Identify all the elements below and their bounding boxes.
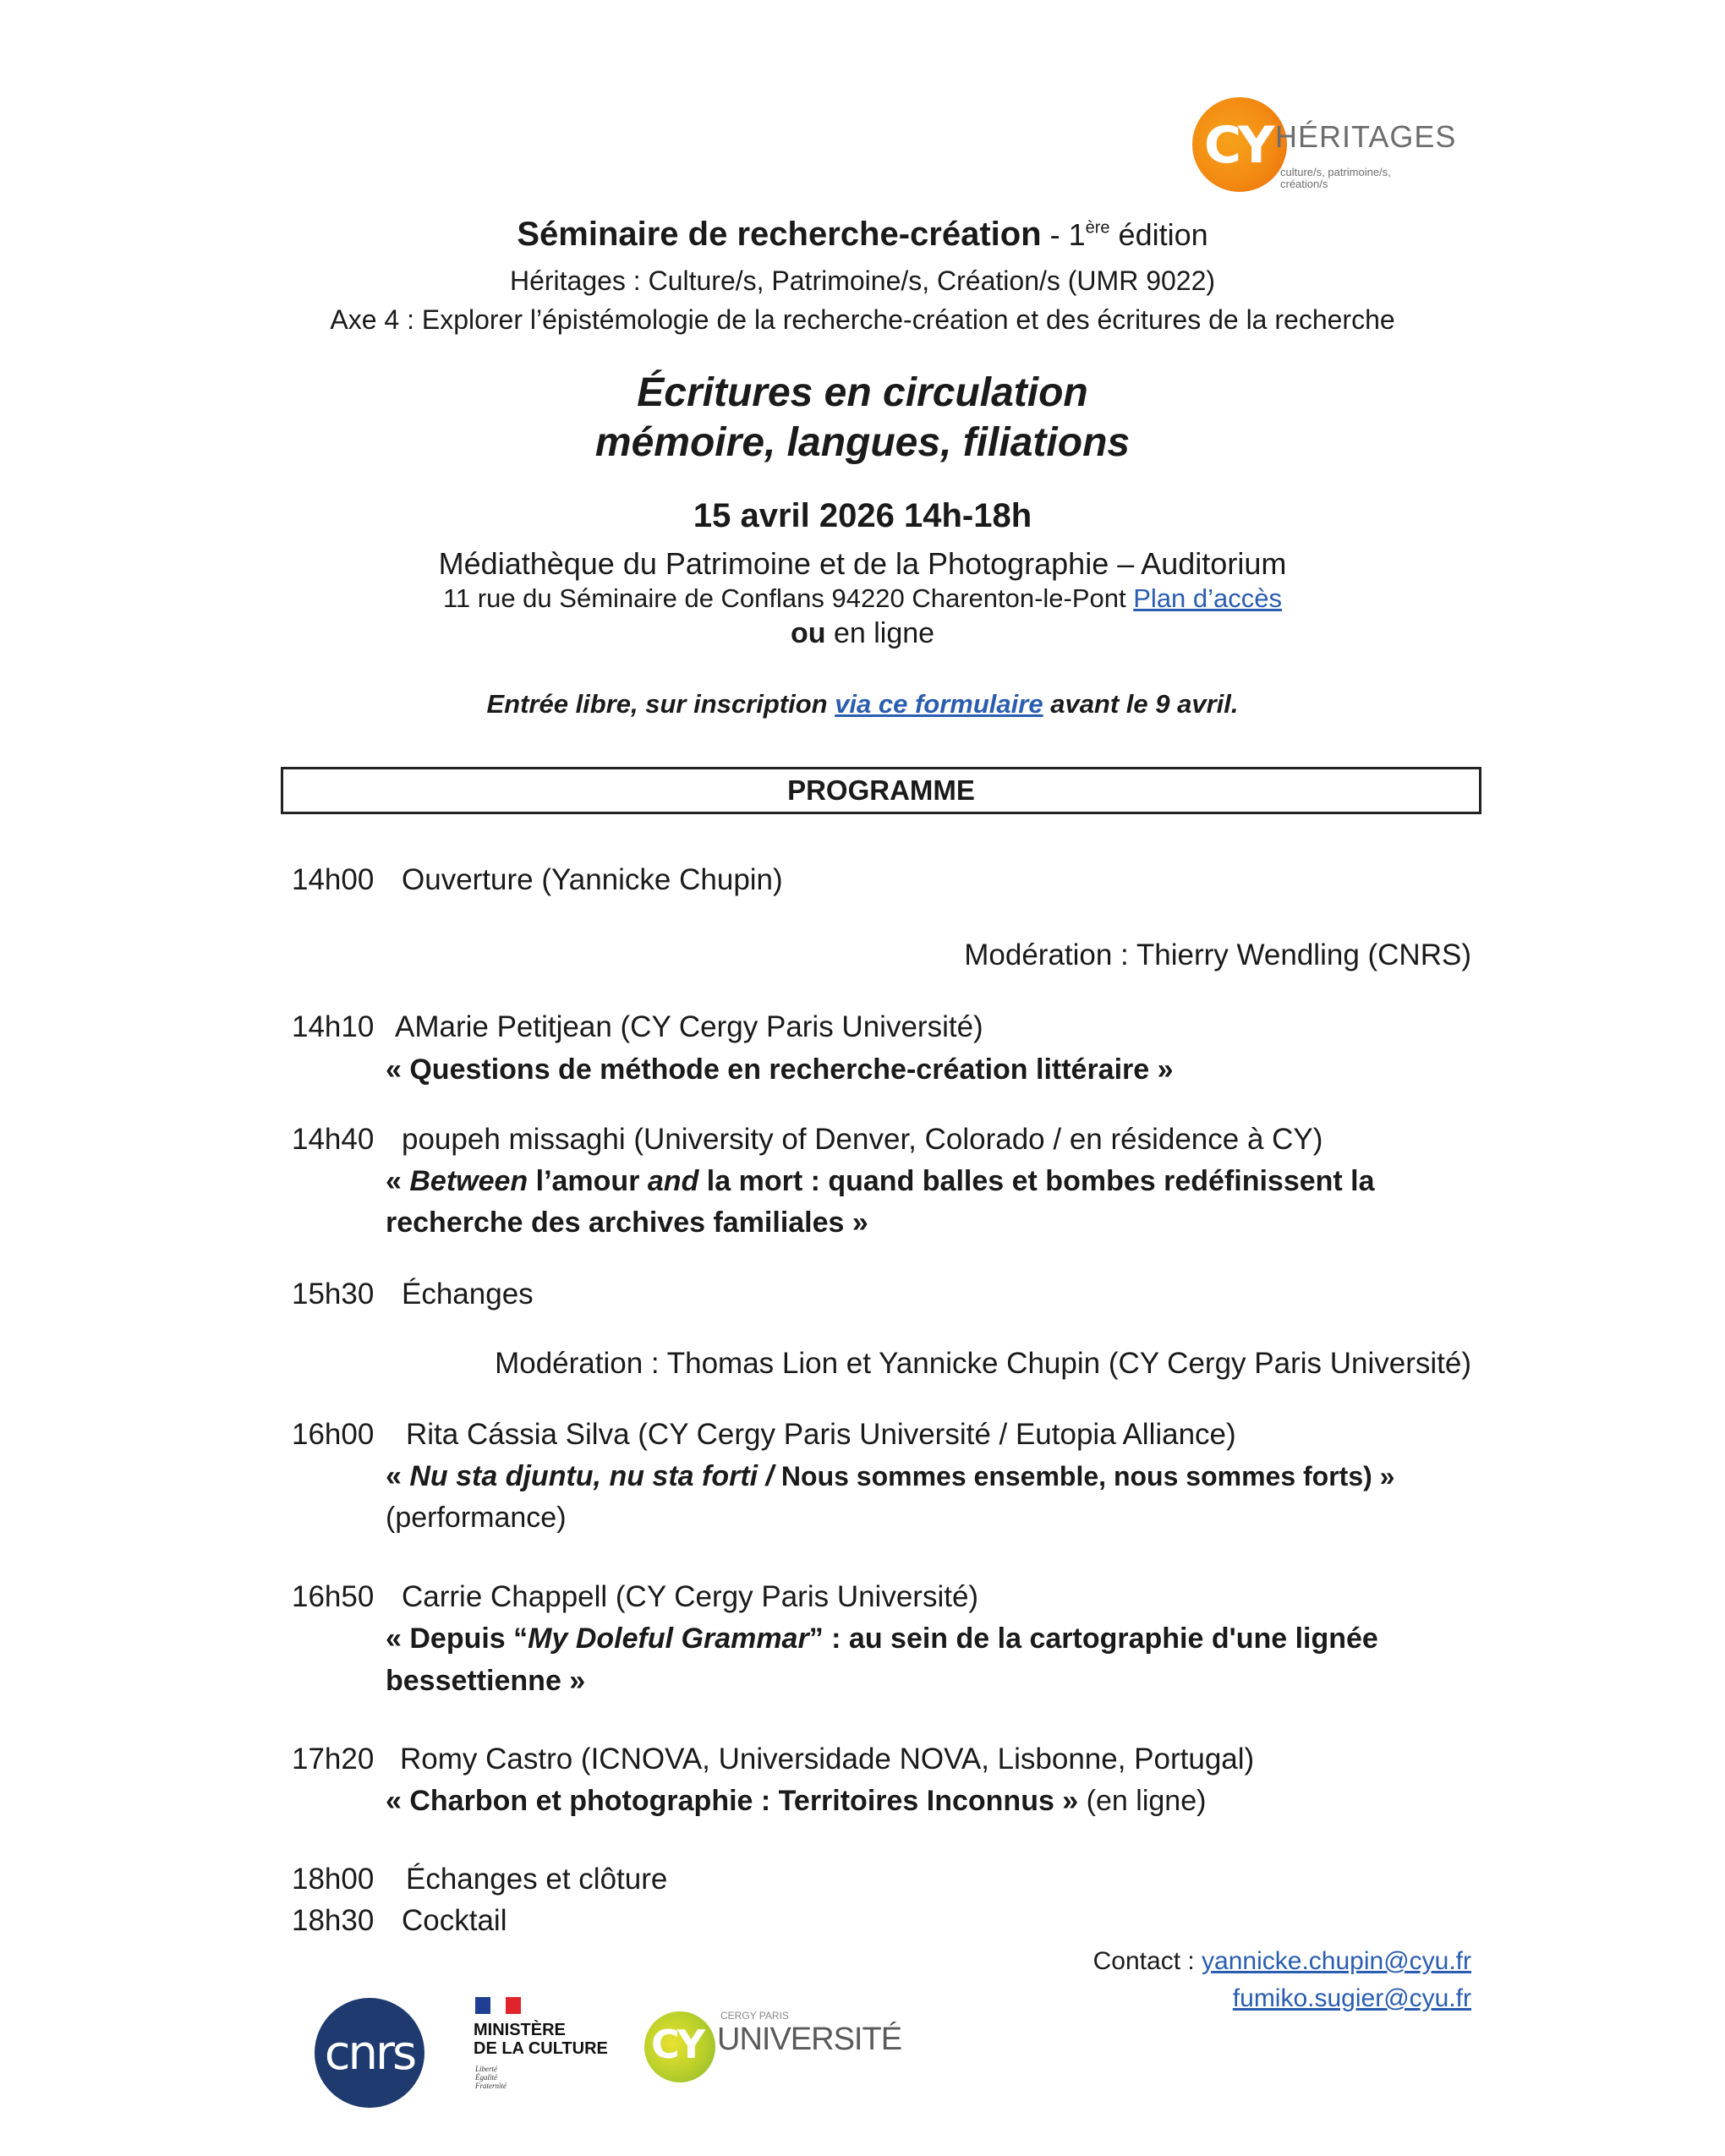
item-text: AMarie Petitjean (CY Cergy Paris Université) [395,1010,983,1043]
talk-part: ” : au sein de la cartographie d'une lignée [808,1622,1378,1655]
french-flag-icon [475,1997,521,2014]
flag-red [506,1997,521,2014]
talk-title-1440-line2: recherche des archives familiales » [386,1207,868,1239]
entry-prefix: Entrée libre, sur inscription [486,689,835,719]
cy-cergy-paris-universite-logo [644,2008,902,2101]
cnrs-logo [315,1998,424,2108]
programme-item-opening [292,863,783,897]
motto-fraternite: Fraternité [475,2082,507,2090]
item-time: 18h00 [292,1863,375,1896]
item-time: 18h30 [292,1904,375,1937]
item-text: Romy Castro (ICNOVA, Universidade NOVA, Lisbonne, Portugal) [400,1743,1255,1776]
seminar-edition-number: - 1 [1041,217,1086,252]
entry-suffix: avant le 9 avril. [1043,689,1239,719]
talk-italic: Between [409,1165,528,1197]
item-time: 14h00 [292,863,375,896]
talk-part: « [386,1165,410,1197]
event-online [0,617,1725,650]
talk-part: « Depuis “ [386,1622,528,1655]
online-text: en ligne [825,617,935,649]
event-title-line1: Écritures en circulation [637,370,1088,415]
item-text: Échanges [402,1278,534,1311]
event-title-line2: mémoire, langues, filiations [594,420,1131,465]
item-text: Ouverture (Yannicke Chupin) [402,863,783,896]
cyu-logo-universite: UNIVERSITÉ [717,2022,902,2057]
seminar-title [0,216,1725,254]
map-link[interactable]: Plan d’accès [1133,583,1283,613]
talk-performance-label: (performance) [386,1502,567,1534]
event-date: 15 avril 2026 14h-18h [693,497,1032,534]
cyu-logo-small: CERGY PARIS [720,2010,789,2022]
programme-item-1720 [292,1743,1254,1776]
talk-title-1650-line2: bessettienne » [386,1665,586,1697]
motto-egalite: Égalité [475,2073,497,2082]
talk-title-1650 [386,1622,1378,1655]
item-text: Cocktail [402,1904,507,1937]
talk-part: la mort : quand balles et bombes redéfinissent la [698,1165,1375,1197]
contact-label: Contact : [1092,1947,1202,1975]
item-time: 14h10 [292,1010,375,1043]
programme-item-1650 [292,1580,978,1614]
talk-italic: and [647,1165,699,1197]
heritages-logo-title: HÉRITAGES [1275,119,1457,154]
programme-item-1830 [292,1904,507,1938]
cy-logo-text: CY [1204,116,1272,175]
item-text: Carrie Chappell (CY Cergy Paris Université) [402,1580,979,1613]
research-axis: Axe 4 : Explorer l’épistémologie de la recherche-création et des écritures de la recherche [330,304,1395,335]
cy-heritages-logo [1192,97,1463,199]
talk-italic: My Doleful Grammar [528,1622,809,1655]
programme-item-1600 [292,1418,1236,1452]
talk-title-1720 [386,1785,1206,1818]
ministere-line1: MINISTÈRE [474,2021,566,2039]
item-text: Échanges et clôture [406,1863,668,1896]
ministere-text [474,2021,608,2058]
event-address [0,583,1725,614]
cnrs-logo-text: cnrs [324,2026,415,2081]
talk-title-1440 [386,1165,1375,1198]
ministere-culture-logo [474,1997,626,2107]
cyu-logo-cy: CY [651,2022,704,2067]
item-text: Rita Cássia Silva (CY Cergy Paris Université / Eutopia Alliance) [406,1418,1236,1451]
contact-line1 [1093,1947,1471,1976]
talk-italic: Nu sta djuntu, nu sta forti / [409,1460,775,1492]
programme-item-1440 [292,1123,1322,1157]
seminar-edition-word: édition [1109,217,1208,252]
heritages-subtitle-line1: culture/s, patrimoine/s, [1280,166,1391,178]
item-time: 17h20 [292,1743,375,1776]
talk-online-label: (en ligne) [1078,1785,1207,1817]
programme-heading: PROGRAMME [281,767,1481,814]
seminar-title-main: Séminaire de recherche-création [517,216,1042,253]
moderation-1: Modération : Thierry Wendling (CNRS) [964,938,1471,971]
programme-item-1800 [292,1863,667,1896]
talk-performance [386,1502,567,1535]
item-text: poupeh missaghi (University of Denver, Colorado / en résidence à CY) [402,1123,1323,1156]
contact-line2 [1233,1984,1471,2013]
moderation-2: Modération : Thomas Lion et Yannicke Chupin (CY Cergy Paris Université) [495,1347,1471,1380]
registration-info [0,689,1725,720]
online-or: ou [790,617,826,649]
motto-liberte: Liberté [475,2065,497,2073]
item-time: 14h40 [292,1123,375,1156]
heritages-logo-subtitle [1280,167,1391,190]
heritages-subtitle-line2: création/s [1280,178,1328,190]
lab-name: Héritages : Culture/s, Patrimoine/s, Création/s (UMR 9022) [509,265,1216,296]
event-venue: Médiathèque du Patrimoine et de la Photographie – Auditorium [438,546,1287,581]
talk-title-1600 [386,1460,1394,1493]
item-time: 16h50 [292,1580,375,1613]
flag-white [490,1997,506,2014]
item-time: 15h30 [292,1278,375,1311]
contact-email-2[interactable]: fumiko.sugier@cyu.fr [1232,1984,1471,2012]
talk-part: « Charbon et photographie : Territoires Inconnus » [386,1785,1079,1817]
registration-form-link[interactable]: via ce formulaire [835,689,1043,719]
seminar-edition-sup: ère [1085,218,1110,238]
contact-email-1[interactable]: yannicke.chupin@cyu.fr [1202,1947,1471,1975]
talk-title-1410: « Questions de méthode en recherche-création littéraire » [386,1053,1174,1086]
talk-part: « [386,1460,410,1492]
programme-item-1530 [292,1278,534,1311]
programme-item-1410 [292,1010,983,1044]
address-text: 11 rue du Séminaire de Conflans 94220 Charenton-le-Pont [442,583,1134,613]
ministere-motto [475,2065,507,2090]
talk-part: l’amour [528,1165,648,1197]
ministere-line2: DE LA CULTURE [474,2039,608,2058]
flag-blue [475,1997,490,2014]
talk-part: Nous sommes ensemble, nous sommes forts) » [774,1461,1395,1491]
item-time: 16h00 [292,1418,375,1451]
